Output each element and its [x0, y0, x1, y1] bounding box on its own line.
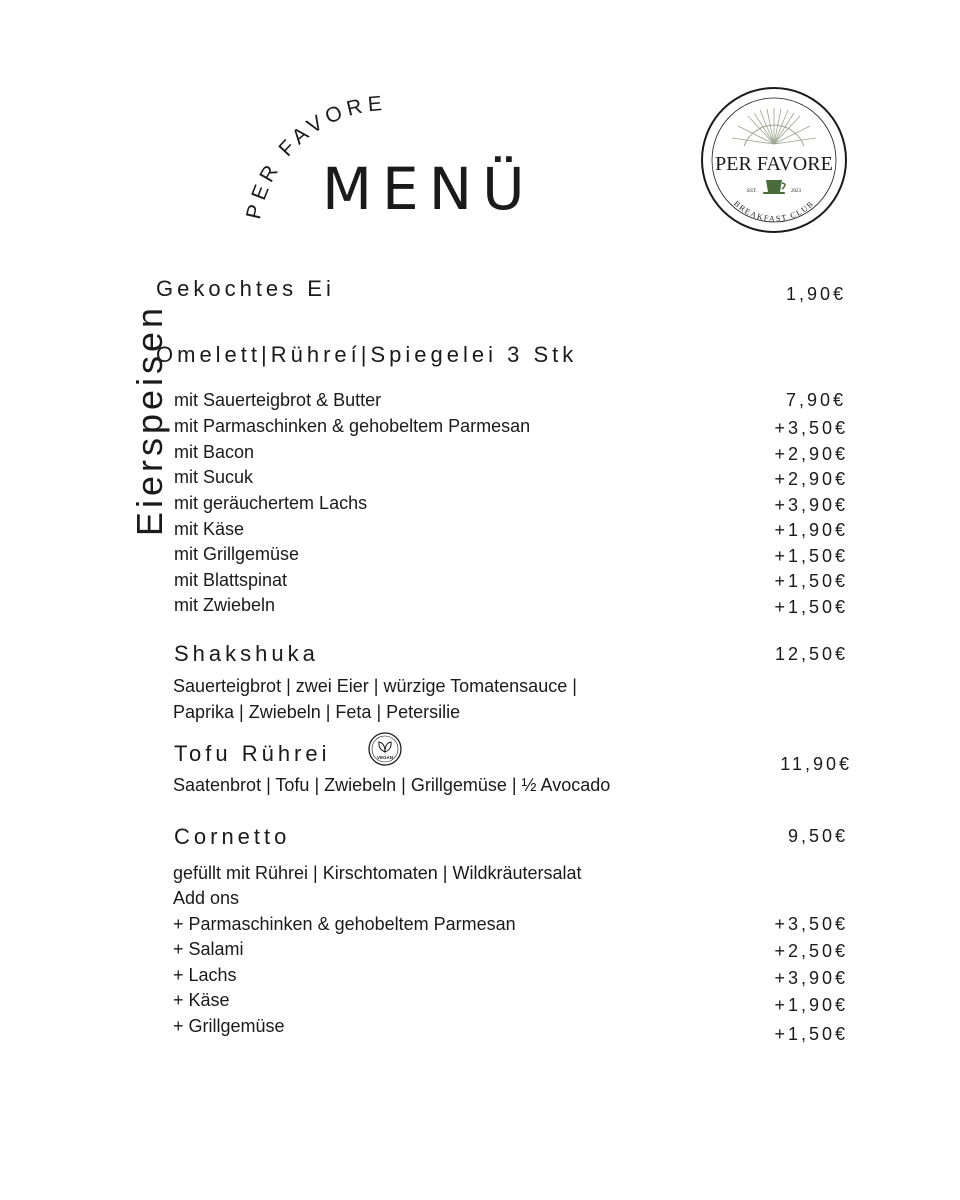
- addon-label: + Käse: [173, 990, 230, 1010]
- leaf-icon: [379, 742, 391, 752]
- addons-label: Add ons: [173, 888, 240, 908]
- option-label: mit Käse: [174, 519, 245, 539]
- addon-label: + Salami: [173, 939, 244, 959]
- option-label: mit Grillgemüse: [174, 544, 300, 564]
- addon-label: + Parmaschinken & gehobeltem Parmesan: [173, 914, 516, 934]
- option-price: +3,50€: [774, 418, 848, 438]
- addon-price: +1,90€: [774, 995, 848, 1015]
- item-title-omelett: Omelett|Rühreí|Spiegelei 3 Stk: [156, 342, 578, 367]
- item-desc-shakshuka-1: Sauerteigbrot | zwei Eier | würzige Tomatensauce |: [173, 676, 577, 696]
- vegan-badge-text: VEGAN: [376, 755, 394, 760]
- option-price: +2,90€: [774, 469, 848, 489]
- item-title-tofu: Tofu Rührei: [174, 741, 331, 766]
- logo-year: 2023: [791, 189, 801, 194]
- option-price: +2,90€: [774, 444, 848, 464]
- option-label: mit Zwiebeln: [174, 595, 276, 615]
- section-label: Eierspeisen: [129, 303, 170, 537]
- logo-subtitle: BREAKFAST CLUB: [732, 198, 816, 224]
- option-price: +1,90€: [774, 520, 848, 540]
- option-price: +1,50€: [774, 546, 848, 566]
- option-label: mit Bacon: [174, 442, 255, 462]
- option-price: +1,50€: [774, 597, 848, 617]
- option-label: mit Blattspinat: [174, 570, 288, 590]
- svg-text:BREAKFAST CLUB: [732, 199, 816, 223]
- addon-price: +1,50€: [774, 1024, 848, 1044]
- option-label: mit Parmaschinken & gehobeltem Parmesan: [174, 416, 531, 436]
- option-price: +1,50€: [774, 571, 848, 591]
- addon-price: +3,90€: [774, 968, 848, 988]
- logo-name: PER FAVORE: [715, 153, 833, 175]
- item-title-shakshuka: Shakshuka: [174, 641, 319, 666]
- option-price: 7,90€: [785, 390, 846, 410]
- addon-price: +2,50€: [774, 941, 848, 961]
- item-title-cornetto: Cornetto: [174, 824, 291, 849]
- addon-label: + Lachs: [173, 965, 237, 985]
- vegan-badge: [368, 732, 402, 766]
- arc-text-path: PER FAVORE: [242, 91, 388, 222]
- item-price-gekochtes-ei: 1,90€: [785, 284, 846, 304]
- option-label: mit geräuchertem Lachs: [174, 493, 368, 513]
- brand-logo: [700, 86, 848, 234]
- option-price: +3,90€: [774, 495, 848, 515]
- sunburst-icon: [732, 108, 816, 144]
- option-label: mit Sauerteigbrot & Butter: [174, 390, 382, 410]
- addon-label: + Grillgemüse: [173, 1016, 285, 1036]
- item-desc-tofu: Saatenbrot | Tofu | Zwiebeln | Grillgemüse | ½ Avocado: [173, 775, 611, 795]
- item-desc-shakshuka-2: Paprika | Zwiebeln | Feta | Petersilie: [173, 702, 461, 722]
- addon-price: +3,50€: [774, 914, 848, 934]
- item-price-shakshuka: 12,50€: [774, 644, 848, 664]
- item-desc-cornetto: gefüllt mit Rührei | Kirschtomaten | Wildkräutersalat: [173, 863, 582, 883]
- logo-est: EST.: [747, 189, 757, 194]
- item-price-cornetto: 9,50€: [787, 826, 848, 846]
- option-label: mit Sucuk: [174, 467, 254, 487]
- page-title: MENÜ: [322, 155, 535, 223]
- coffee-cup-icon: [763, 180, 785, 194]
- item-price-tofu: 11,90€: [780, 754, 852, 774]
- item-title-gekochtes-ei: Gekochtes Ei: [156, 276, 335, 301]
